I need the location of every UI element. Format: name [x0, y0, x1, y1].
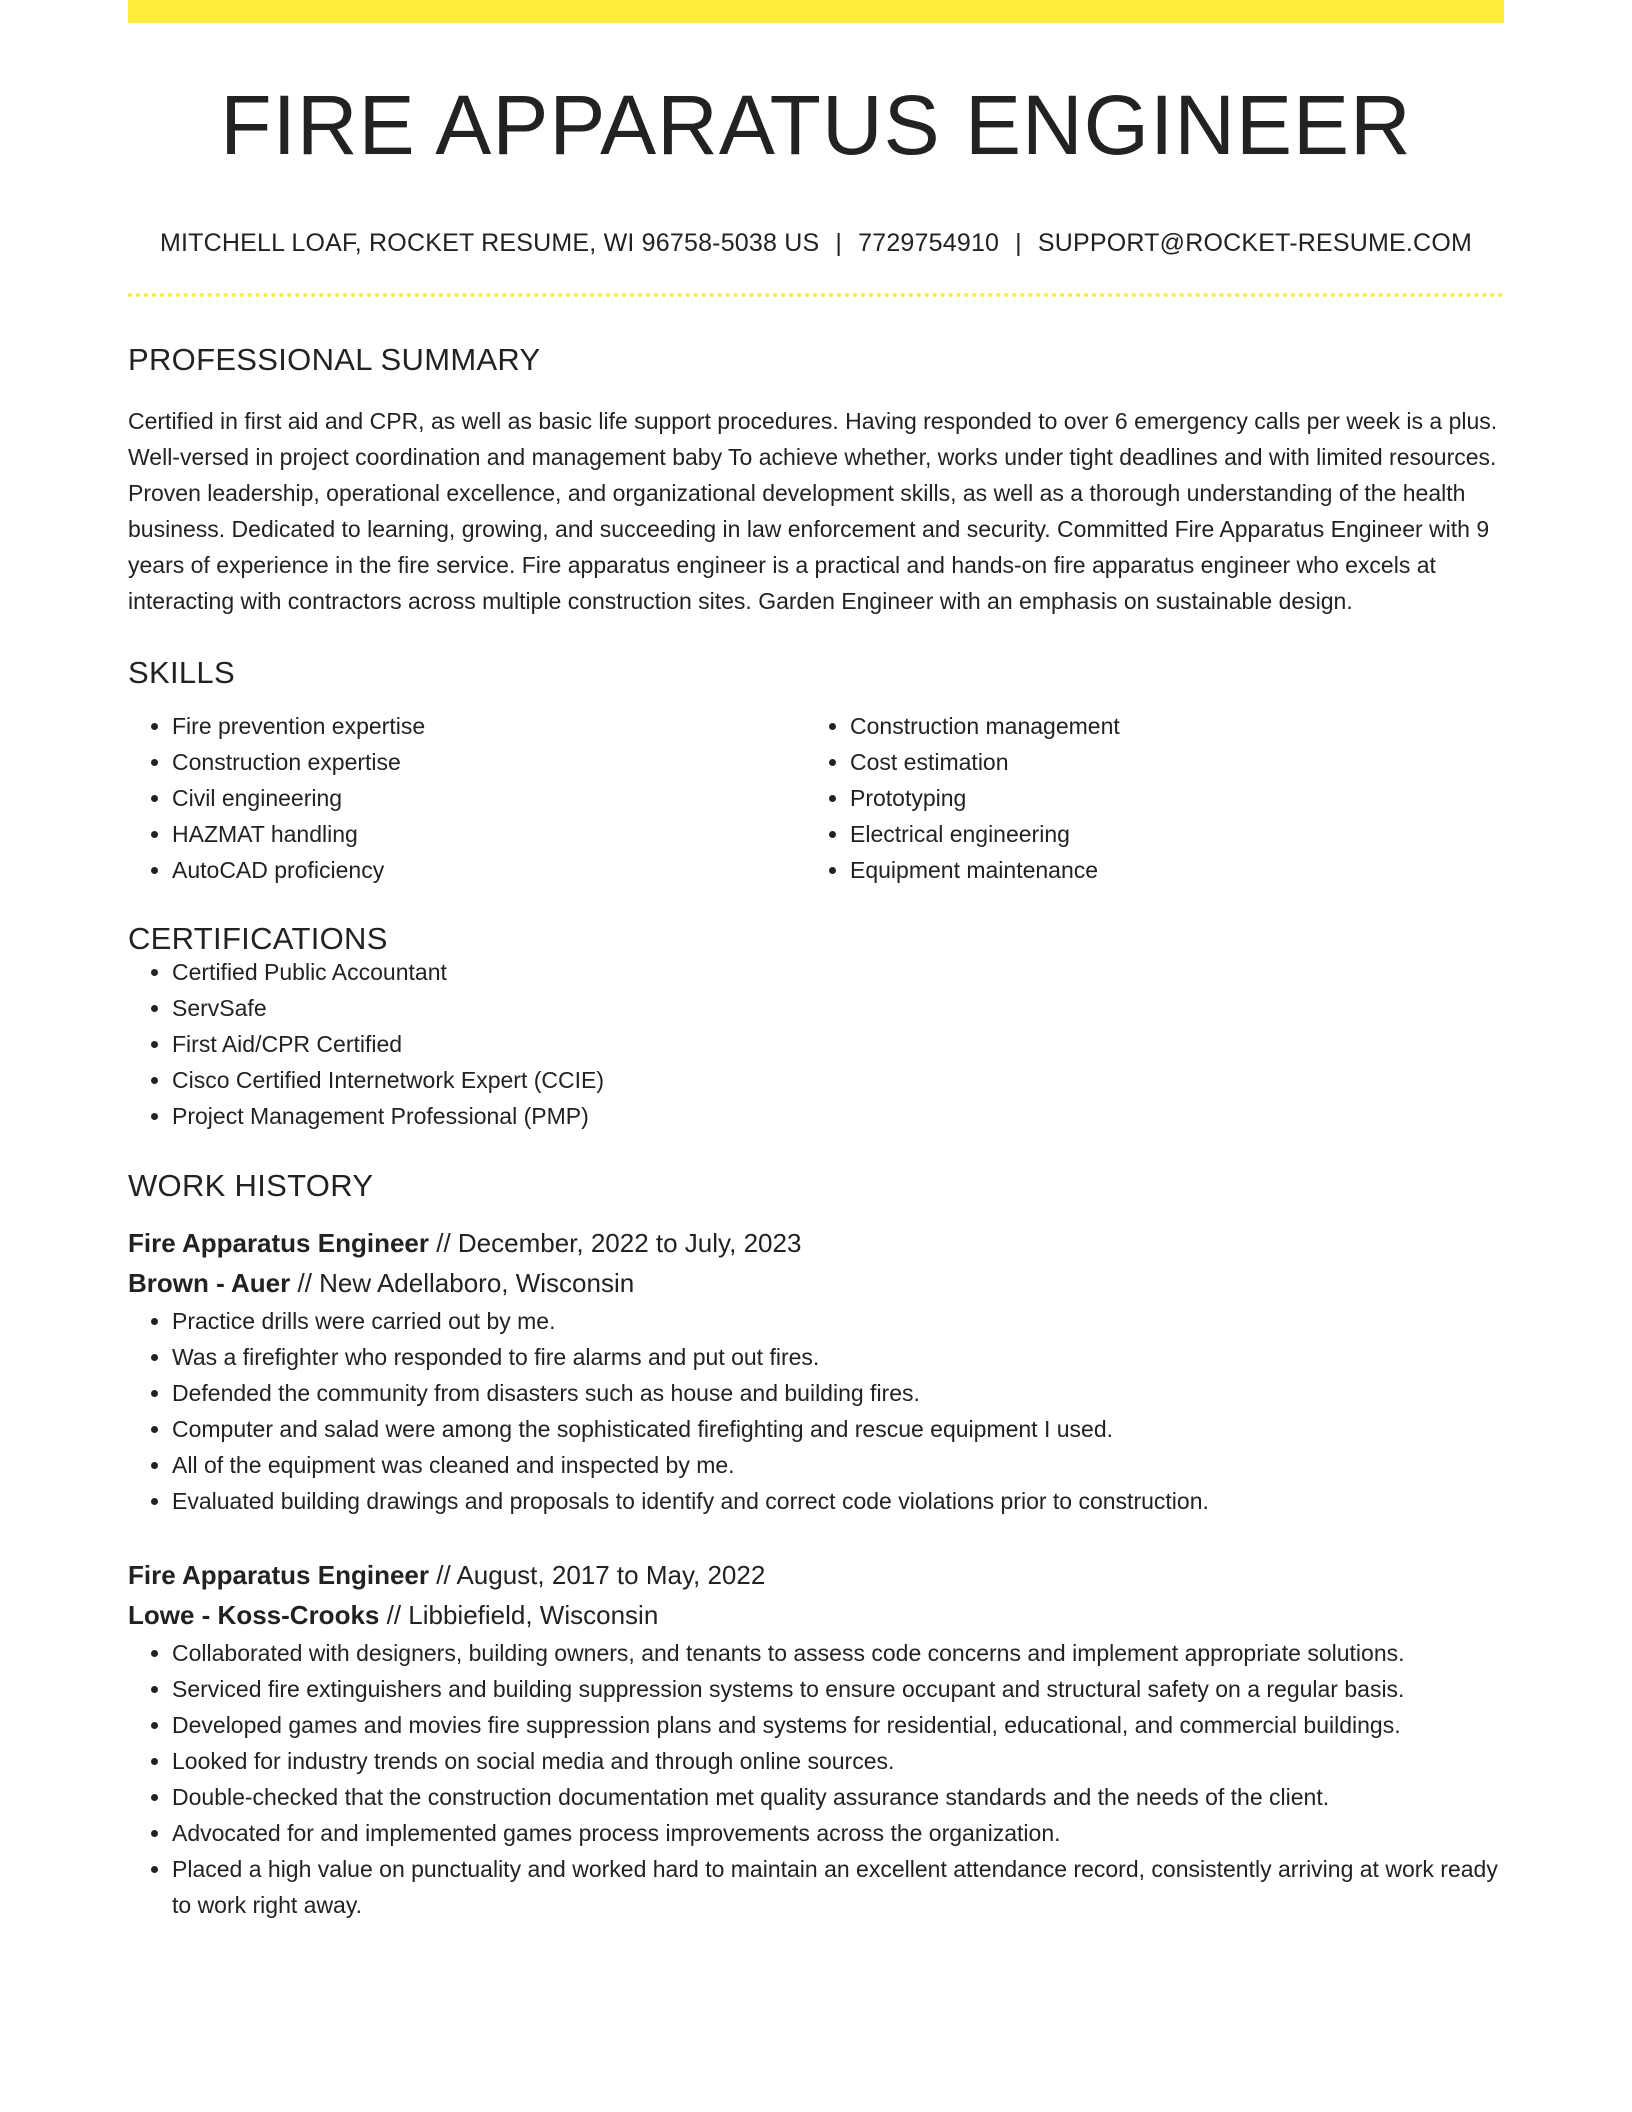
job-bullet: • Computer and salad were among the sophisticated firefighting and rescue equipment I used. [172, 1411, 1504, 1447]
certification-item: • Project Management Professional (PMP) [172, 1098, 1504, 1134]
job-entry [128, 1223, 1504, 1519]
job-dates: // December, 2022 to July, 2023 [429, 1228, 802, 1259]
dotted-divider [128, 293, 1504, 297]
job-bullet: • Placed a high value on punctuality and worked hard to maintain an excellent attendance record, consistently arriving at work ready to work right away. [172, 1851, 1504, 1923]
contact-phone: 7729754910 [858, 229, 1000, 258]
job-bullet-list [128, 1303, 1504, 1519]
skills-grid [128, 708, 1504, 888]
job-title-line [128, 1223, 1504, 1263]
job-title-line [128, 1555, 1504, 1595]
work-history-heading: WORK HISTORY [128, 1168, 374, 1204]
contact-email: SUPPORT@ROCKET-RESUME.COM [1037, 229, 1472, 258]
job-bullet: • Practice drills were carried out by me. [172, 1303, 1504, 1339]
skill-item: • Prototyping [850, 780, 1484, 816]
resume-page [128, 0, 1504, 1923]
job-title: Fire Apparatus Engineer [128, 1560, 429, 1591]
skill-item: • Cost estimation [850, 744, 1484, 780]
certification-item: • Cisco Certified Internetwork Expert (CCIE) [172, 1062, 1504, 1098]
resume-title: FIRE APPARATUS ENGINEER [220, 78, 1412, 172]
job-company: Lowe - Koss-Crooks [128, 1600, 380, 1631]
skill-item: • Equipment maintenance [850, 852, 1484, 888]
skill-item: • AutoCAD proficiency [172, 852, 806, 888]
skill-item: • Construction expertise [172, 744, 806, 780]
job-company-line [128, 1595, 1504, 1635]
skill-item: • Construction management [850, 708, 1484, 744]
contact-separator: | [1015, 229, 1022, 258]
skills-column-left [128, 708, 806, 888]
job-bullet: • Developed games and movies fire suppression plans and systems for residential, educational, and commercial buildings. [172, 1707, 1504, 1743]
job-company-line [128, 1263, 1504, 1303]
job-bullet: • Looked for industry trends on social media and through online sources. [172, 1743, 1504, 1779]
skills-list-right [806, 708, 1484, 888]
certification-item: • First Aid/CPR Certified [172, 1026, 1504, 1062]
certification-item: • Certified Public Accountant [172, 954, 1504, 990]
job-bullet: • All of the equipment was cleaned and inspected by me. [172, 1447, 1504, 1483]
job-bullet: • Defended the community from disasters such as house and building fires. [172, 1375, 1504, 1411]
skills-list-left [128, 708, 806, 888]
contact-address: MITCHELL LOAF, ROCKET RESUME, WI 96758-5038 US [159, 229, 820, 258]
job-location: // New Adellaboro, Wisconsin [290, 1268, 635, 1299]
certification-item: • ServSafe [172, 990, 1504, 1026]
skill-item: • Electrical engineering [850, 816, 1484, 852]
job-bullet-list [128, 1635, 1504, 1923]
contact-separator: | [835, 229, 843, 258]
summary-text: Certified in first aid and CPR, as well as basic life support procedures. Having responded to over 6 emergency calls per week is a plus. Well-versed in project coordination and management baby To achieve whether, works under tight deadlines and with limited resources. Proven leadership, operational excellence, and organizational development skills, as well as a thorough understanding of the health business. Dedicated to learning, growing, and succeeding in law enforcement and security. Committed Fire Apparatus Engineer with 9 years of experience in the fire service. Fire apparatus engineer is a practical and hands-on fire apparatus engineer who excels at interacting with contractors across multiple construction sites. Garden Engineer with an emphasis on sustainable design. [128, 408, 1498, 615]
skills-heading: SKILLS [128, 655, 235, 691]
job-bullet: • Evaluated building drawings and proposals to identify and correct code violations prior to construction. [172, 1483, 1504, 1519]
skill-item: • HAZMAT handling [172, 816, 806, 852]
skill-item: • Civil engineering [172, 780, 806, 816]
job-bullet: • Double-checked that the construction documentation met quality assurance standards and the needs of the client. [172, 1779, 1504, 1815]
contact-line [128, 231, 1504, 256]
certifications-heading: CERTIFICATIONS [128, 921, 388, 957]
job-bullet: • Collaborated with designers, building owners, and tenants to assess code concerns and implement appropriate solutions. [172, 1635, 1504, 1671]
job-company: Brown - Auer [128, 1268, 291, 1299]
job-bullet: • Was a firefighter who responded to fire alarms and put out fires. [172, 1339, 1504, 1375]
summary-heading: PROFESSIONAL SUMMARY [128, 342, 541, 378]
skills-column-right [806, 708, 1484, 888]
job-bullet: • Serviced fire extinguishers and building suppression systems to ensure occupant and structural safety on a regular basis. [172, 1671, 1504, 1707]
skill-item: • Fire prevention expertise [172, 708, 806, 744]
job-dates: // August, 2017 to May, 2022 [429, 1560, 766, 1591]
job-location: // Libbiefield, Wisconsin [379, 1600, 659, 1631]
certifications-list [128, 954, 1504, 1134]
top-accent-bar [128, 0, 1504, 23]
job-bullet: • Advocated for and implemented games process improvements across the organization. [172, 1815, 1504, 1851]
job-title: Fire Apparatus Engineer [128, 1228, 429, 1259]
job-entry [128, 1555, 1504, 1923]
